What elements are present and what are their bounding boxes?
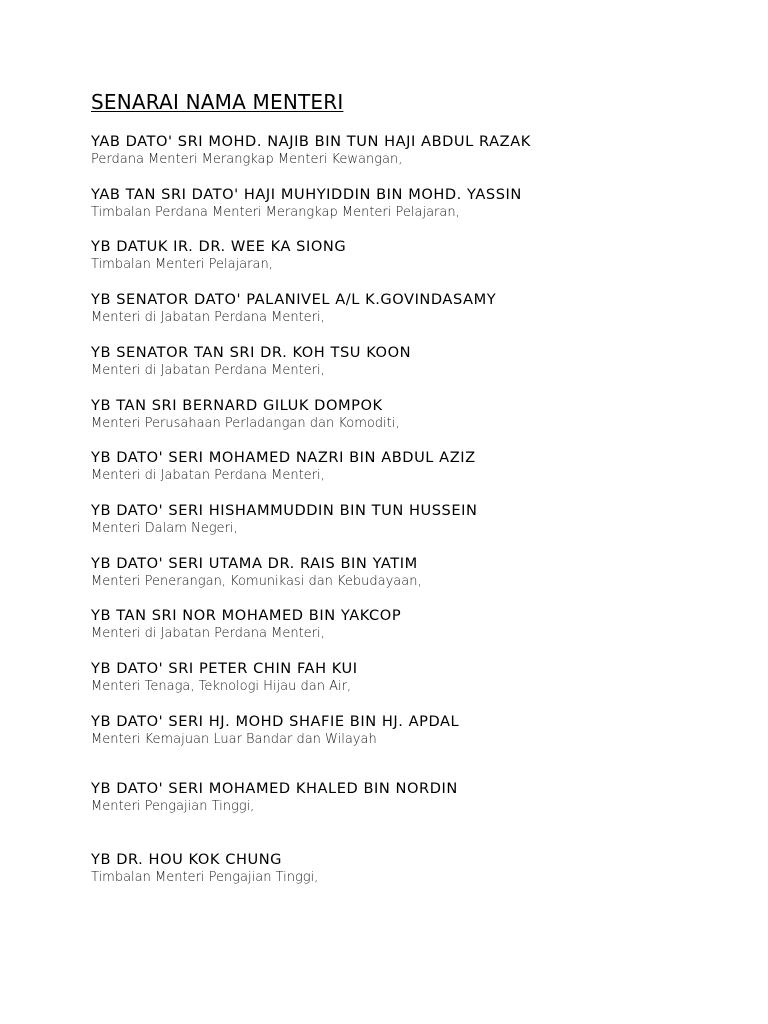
minister-name: YB DATO' SERI HISHAMMUDDIN BIN TUN HUSSEIN (91, 502, 478, 519)
minister-entry (91, 851, 751, 887)
minister-entry (91, 555, 751, 591)
minister-name: YB SENATOR DATO' PALANIVEL A/L K.GOVINDASAMY (91, 291, 497, 308)
minister-role: Menteri Pengajian Tinggi, (91, 799, 255, 814)
minister-role: Menteri di Jabatan Perdana Menteri, (91, 310, 325, 325)
minister-entry (91, 780, 751, 816)
minister-name: YB DATO' SERI HJ. MOHD SHAFIE BIN HJ. APDAL (91, 713, 460, 730)
minister-role: Menteri di Jabatan Perdana Menteri, (91, 363, 325, 378)
minister-name: YAB DATO' SRI MOHD. NAJIB BIN TUN HAJI ABDUL RAZAK (91, 133, 531, 150)
minister-entry (91, 397, 751, 433)
minister-role: Menteri di Jabatan Perdana Menteri, (91, 468, 325, 483)
minister-name: YB DATO' SERI MOHAMED NAZRI BIN ABDUL AZIZ (91, 449, 476, 466)
minister-name: YB SENATOR TAN SRI DR. KOH TSU KOON (91, 344, 412, 361)
minister-role: Menteri Perusahaan Perladangan dan Komoditi, (91, 416, 400, 431)
minister-entry (91, 449, 751, 485)
minister-entry (91, 186, 751, 222)
minister-name: YB TAN SRI NOR MOHAMED BIN YAKCOP (91, 607, 402, 624)
minister-name: YB DATUK IR. DR. WEE KA SIONG (91, 238, 347, 255)
minister-entry (91, 238, 751, 274)
minister-role: Menteri Tenaga, Teknologi Hijau dan Air, (91, 679, 352, 694)
minister-name: YB DR. HOU KOK CHUNG (91, 851, 283, 868)
minister-entry (91, 660, 751, 696)
minister-role: Menteri Dalam Negeri, (91, 521, 238, 536)
minister-name: YB DATO' SERI MOHAMED KHALED BIN NORDIN (91, 780, 458, 797)
minister-role: Menteri Penerangan, Komunikasi dan Kebudayaan, (91, 574, 422, 589)
minister-role: Perdana Menteri Merangkap Menteri Kewangan, (91, 152, 403, 167)
minister-role: Menteri Kemajuan Luar Bandar dan Wilayah (91, 732, 377, 747)
minister-name: YB DATO' SERI UTAMA DR. RAIS BIN YATIM (91, 555, 418, 572)
minister-name: YAB TAN SRI DATO' HAJI MUHYIDDIN BIN MOHD. YASSIN (91, 186, 522, 203)
minister-role: Timbalan Menteri Pengajian Tinggi, (91, 870, 319, 885)
minister-entry (91, 713, 751, 749)
minister-role: Timbalan Menteri Pelajaran, (91, 257, 273, 272)
minister-name: YB DATO' SRI PETER CHIN FAH KUI (91, 660, 358, 677)
minister-entry (91, 344, 751, 380)
minister-role: Menteri di Jabatan Perdana Menteri, (91, 626, 325, 641)
minister-entry (91, 502, 751, 538)
minister-role: Timbalan Perdana Menteri Merangkap Menteri Pelajaran, (91, 205, 460, 220)
page-title: SENARAI NAMA MENTERI (91, 90, 344, 114)
minister-name: YB TAN SRI BERNARD GILUK DOMPOK (91, 397, 383, 414)
minister-entry (91, 291, 751, 327)
minister-entry (91, 607, 751, 643)
minister-entry (91, 133, 751, 169)
